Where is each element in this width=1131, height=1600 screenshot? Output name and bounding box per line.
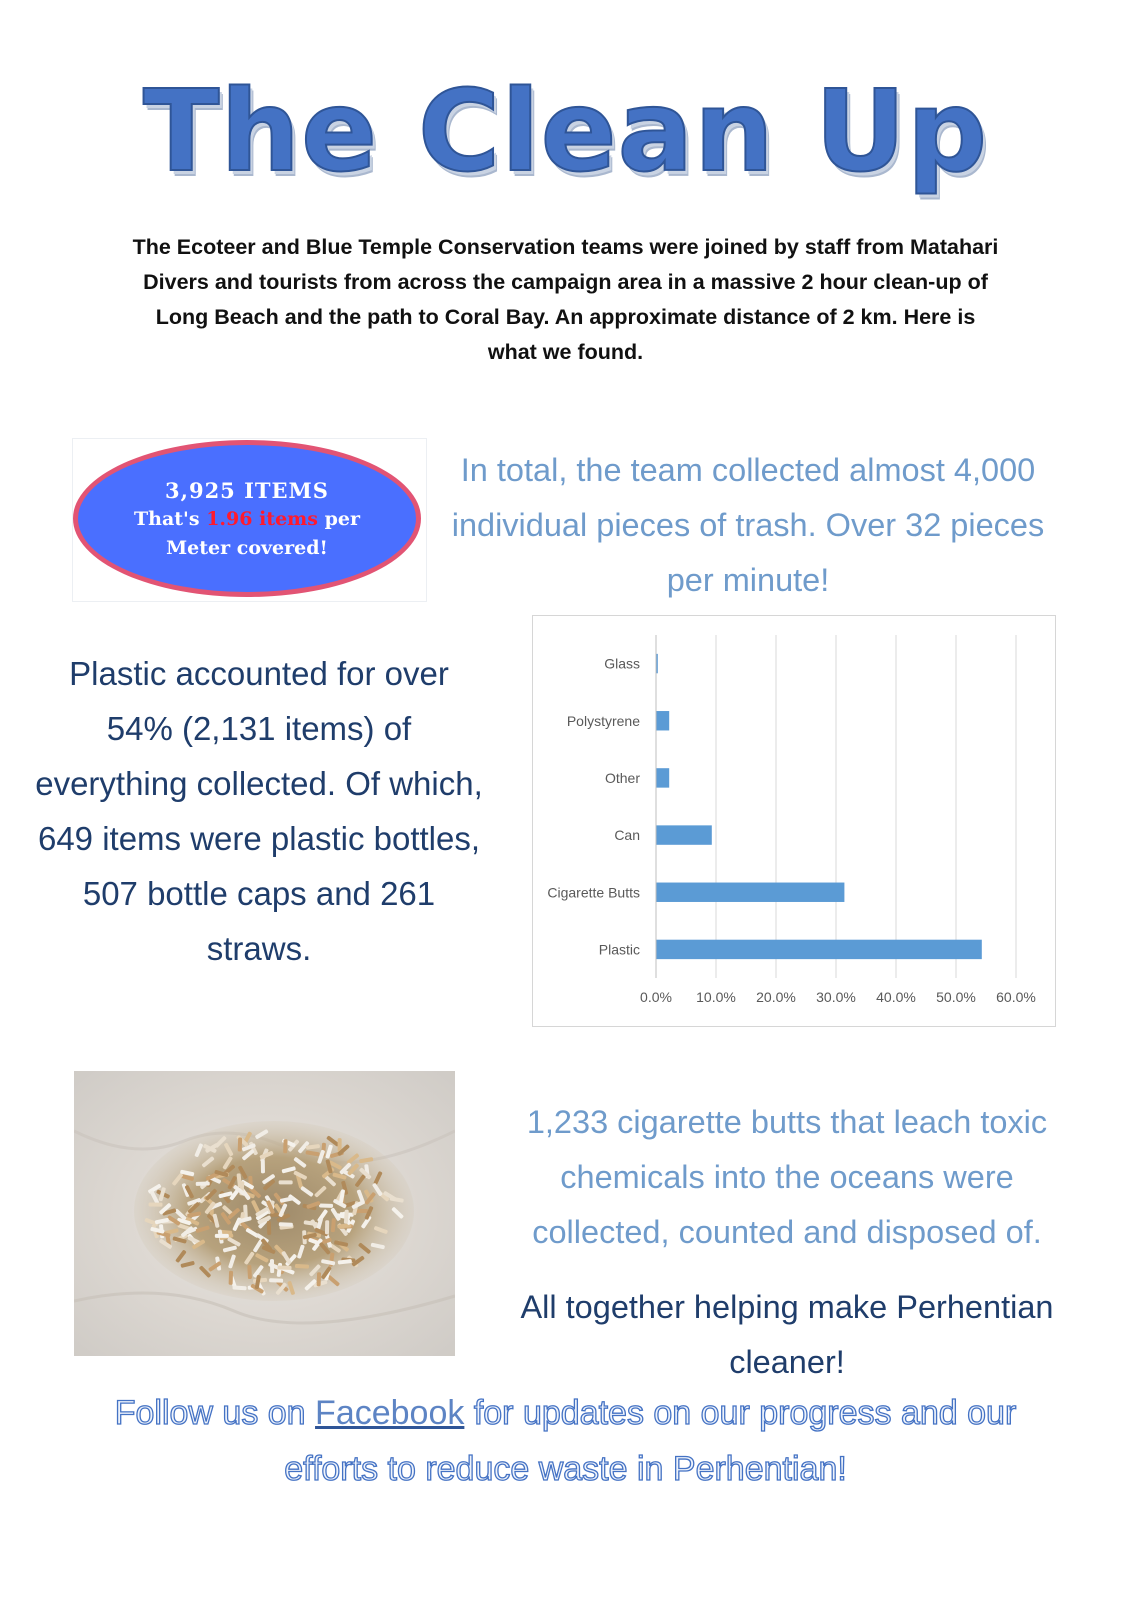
cigarette-butt xyxy=(325,1220,329,1234)
cigarette-butt xyxy=(148,1202,162,1206)
badge-total-items: 3,925 ITEMS xyxy=(165,478,329,503)
badge-text xyxy=(73,476,421,563)
cigarette-butt xyxy=(196,1181,210,1185)
facebook-link[interactable]: Facebook xyxy=(315,1394,465,1432)
chart-category-label: Glass xyxy=(604,655,640,672)
chart-category-label: Cigarette Butts xyxy=(547,884,640,901)
chart-bar xyxy=(656,768,669,787)
badge-rate-prefix: That's xyxy=(134,508,207,530)
chart-category-label: Plastic xyxy=(598,941,640,958)
total-collected-text: In total, the team collected almost 4,000 individual pieces of trash. Over 32 pieces per minute! xyxy=(451,452,1045,598)
chart-bar xyxy=(656,711,669,730)
badge-rate-suffix: per xyxy=(317,508,360,530)
cigarette-butt xyxy=(277,1265,291,1269)
follow-suffix: for updates on our progress and our efforts to reduce waste in Perhentian! xyxy=(284,1394,1017,1488)
chart-x-tick-label: 0.0% xyxy=(640,989,672,1005)
chart-bar xyxy=(656,825,712,844)
plastic-stats-text: Plastic accounted for over 54% (2,131 items) of everything collected. Of which, 649 items were plastic bottles, 507 bottle caps and 261 straws. xyxy=(35,655,483,967)
chart-bar xyxy=(656,940,982,959)
cigarette-butts-photo xyxy=(74,1071,455,1356)
chart-x-tick-label: 10.0% xyxy=(696,989,736,1005)
cigarette-butts-text: 1,233 cigarette butts that leach toxic chemicals into the oceans were collected, counted and disposed of. xyxy=(526,1104,1048,1250)
cigarette-butt xyxy=(215,1234,229,1238)
trash-composition-chart xyxy=(532,615,1056,1027)
cigarette-butt xyxy=(279,1180,293,1184)
chart-bar xyxy=(656,883,844,902)
cigarette-butt xyxy=(229,1271,233,1285)
badge-rate-value: 1.96 items xyxy=(206,508,318,530)
chart-x-tick-label: 30.0% xyxy=(816,989,856,1005)
follow-prefix: Follow us on xyxy=(114,1394,316,1432)
chart-category-label: Other xyxy=(604,769,640,786)
page-title: The Clean Up xyxy=(142,67,989,197)
chart-x-tick-label: 40.0% xyxy=(876,989,916,1005)
badge-rate-line xyxy=(73,505,421,534)
chart-category-label: Can xyxy=(614,827,640,844)
chart-x-tick-label: 20.0% xyxy=(756,989,796,1005)
cigarette-butt xyxy=(267,1221,271,1235)
cigarette-butt xyxy=(261,1159,265,1173)
cigarette-butt xyxy=(317,1272,321,1286)
cigarette-butt xyxy=(295,1264,309,1269)
photo-illustration xyxy=(74,1071,455,1356)
badge-meter-line: Meter covered! xyxy=(166,537,328,559)
follow-us-text xyxy=(90,1385,1041,1497)
chart-x-tick-label: 50.0% xyxy=(936,989,976,1005)
cigarette-butt xyxy=(238,1137,242,1151)
cigarette-butt xyxy=(279,1222,293,1227)
cigarette-butt xyxy=(319,1203,333,1207)
cigarette-butt xyxy=(269,1278,283,1282)
chart-x-tick-label: 60.0% xyxy=(996,989,1036,1005)
chart-category-label: Polystyrene xyxy=(566,712,640,729)
together-text: All together helping make Perhentian cleaner! xyxy=(520,1289,1054,1380)
intro-paragraph: The Ecoteer and Blue Temple Conservation teams were joined by staff from Matahari Divers and tourists from across the campaign area in a massive 2 hour clean-up of Long Beach and the path to Coral Bay. An approximate distance of 2 km. Here is what we found. xyxy=(132,235,999,364)
cigarette-butt xyxy=(283,1139,287,1153)
cigarette-butt xyxy=(247,1265,252,1279)
